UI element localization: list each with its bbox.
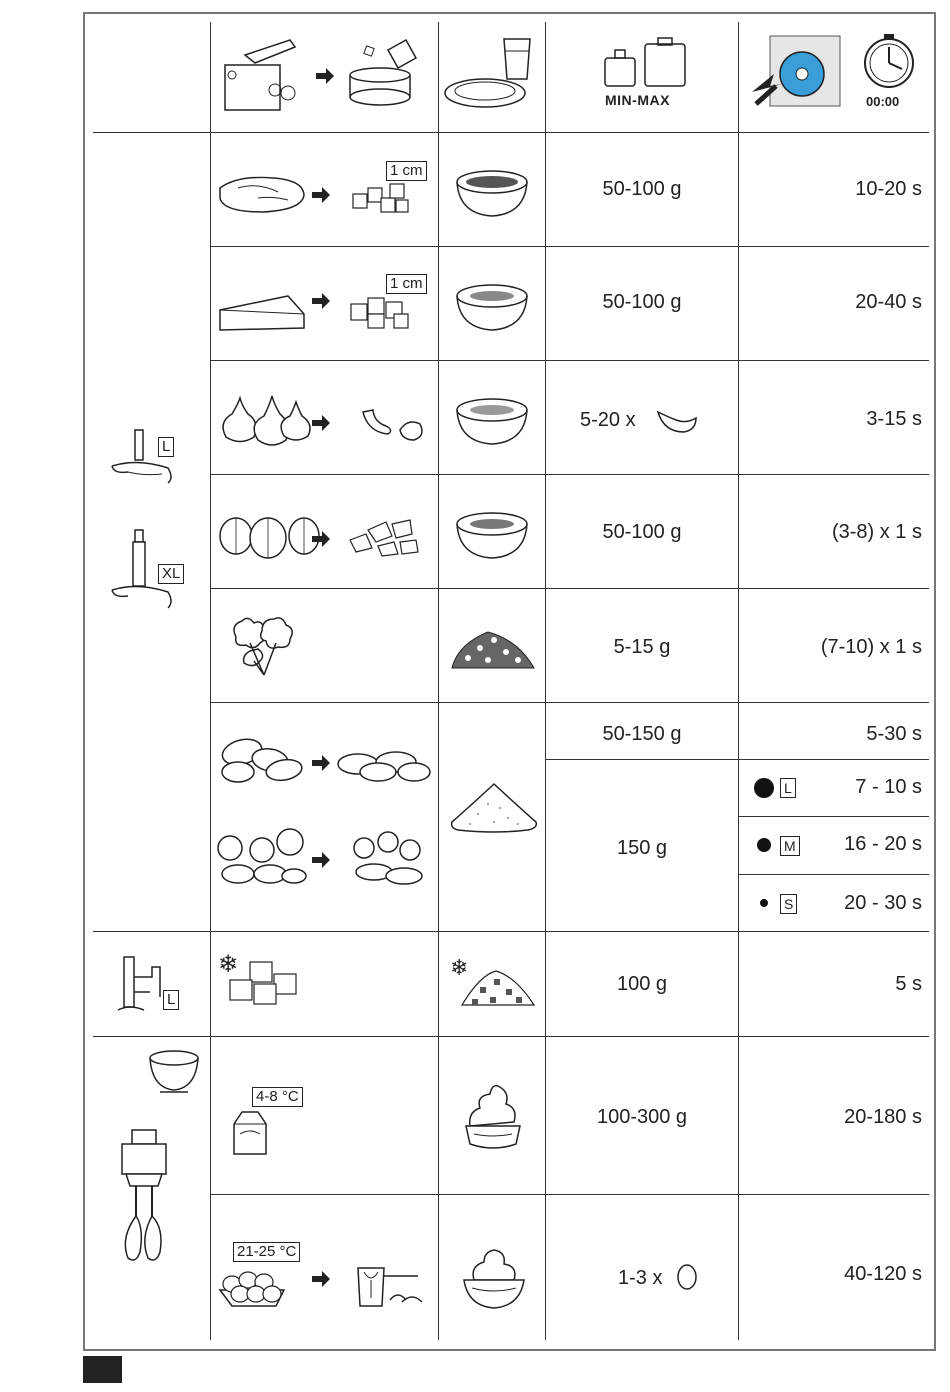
row-divider (210, 588, 929, 589)
eggs-to-separator-icon (218, 1262, 433, 1312)
temperature-tag: 21-25 °C (233, 1242, 300, 1262)
min-max-caption: MIN-MAX (605, 92, 670, 108)
chopped-bowl-icon (455, 396, 530, 448)
time-value: 20-180 s (844, 1106, 922, 1128)
chopper-size-tag: XL (158, 564, 184, 584)
time-value: 20 - 30 s (844, 892, 922, 914)
time-value: 40-120 s (844, 1263, 922, 1285)
timer-icon (862, 33, 920, 91)
nuts-to-peeled-icon (218, 730, 433, 890)
weight-icon (603, 38, 688, 88)
amount-value: 5-15 g (613, 636, 671, 658)
whisk-attachment-icon (114, 1128, 174, 1268)
timer-caption: 00:00 (866, 94, 900, 109)
prepare-food-icon (220, 35, 420, 110)
ground-nuts-icon (448, 778, 540, 836)
chopped-bowl-icon (455, 510, 530, 562)
row-divider (210, 474, 929, 475)
svg-text:❄: ❄ (218, 950, 239, 978)
crushed-ice-icon (450, 955, 540, 1010)
beaten-egg-bowl-icon (462, 1244, 526, 1314)
column-divider (738, 22, 739, 1340)
page-marker (83, 1356, 122, 1383)
garlic-to-cloves-icon (218, 392, 433, 452)
column-divider (545, 22, 546, 1340)
whipped-cream-icon (462, 1082, 524, 1154)
plate-glass-icon (444, 35, 540, 115)
chopper-blade-l-icon (108, 428, 188, 488)
amount-value: 50-150 g (602, 723, 682, 745)
row-divider (93, 132, 929, 133)
row-divider (210, 246, 929, 247)
row-divider (210, 702, 929, 703)
size-tag: M (780, 836, 800, 856)
size-tag: S (780, 894, 797, 914)
row-divider (738, 816, 929, 817)
cut-size-tag: 1 cm (386, 274, 427, 294)
row-divider (210, 360, 929, 361)
time-value: 3-15 s (866, 408, 922, 430)
garlic-clove-icon (656, 406, 700, 436)
small-dot-icon (760, 899, 768, 907)
parsley-icon (226, 615, 301, 680)
row-divider (210, 1194, 929, 1195)
row-divider (93, 1036, 929, 1037)
chopped-bowl-icon (455, 282, 530, 334)
time-value: (3-8) x 1 s (831, 521, 922, 543)
ice-cubes-icon (218, 950, 308, 1010)
svg-text:❄: ❄ (450, 956, 469, 981)
temperature-tag: 4-8 °C (252, 1087, 303, 1107)
medium-dot-icon (757, 838, 771, 852)
large-dot-icon (754, 778, 774, 798)
amount-value: 100 g (616, 973, 668, 995)
amount-value: 1-3 x (618, 1267, 663, 1289)
row-divider (738, 874, 929, 875)
amount-value: 100-300 g (596, 1106, 688, 1128)
time-value: (7-10) x 1 s (820, 636, 922, 658)
mixing-bowl-icon (146, 1048, 202, 1098)
amount-value: 5-20 x (580, 409, 636, 431)
time-value: 10-20 s (855, 178, 922, 200)
time-value: 5 s (895, 973, 922, 995)
amount-value: 50-100 g (602, 178, 682, 200)
row-divider (545, 759, 929, 760)
time-value: 20-40 s (855, 291, 922, 313)
ice-tool-tag: L (163, 990, 179, 1010)
chopped-bowl-icon (455, 168, 530, 220)
size-tag: L (780, 778, 796, 798)
time-value: 16 - 20 s (844, 833, 922, 855)
onion-to-pieces-icon (218, 510, 433, 565)
time-value: 7 - 10 s (855, 776, 922, 798)
amount-value: 50-100 g (602, 521, 682, 543)
milk-carton-icon (230, 1110, 270, 1156)
amount-value: 50-100 g (602, 291, 682, 313)
column-divider (438, 22, 439, 1340)
time-value: 5-30 s (866, 723, 922, 745)
chopped-herbs-icon (448, 624, 538, 679)
column-divider (210, 22, 211, 1340)
turbo-button-icon (752, 34, 847, 109)
cheese-to-cubes-icon (218, 290, 433, 340)
row-divider (93, 931, 929, 932)
amount-value: 150 g (616, 837, 668, 859)
egg-icon (676, 1264, 700, 1292)
cut-size-tag: 1 cm (386, 161, 427, 181)
chopper-size-tag: L (158, 437, 174, 457)
